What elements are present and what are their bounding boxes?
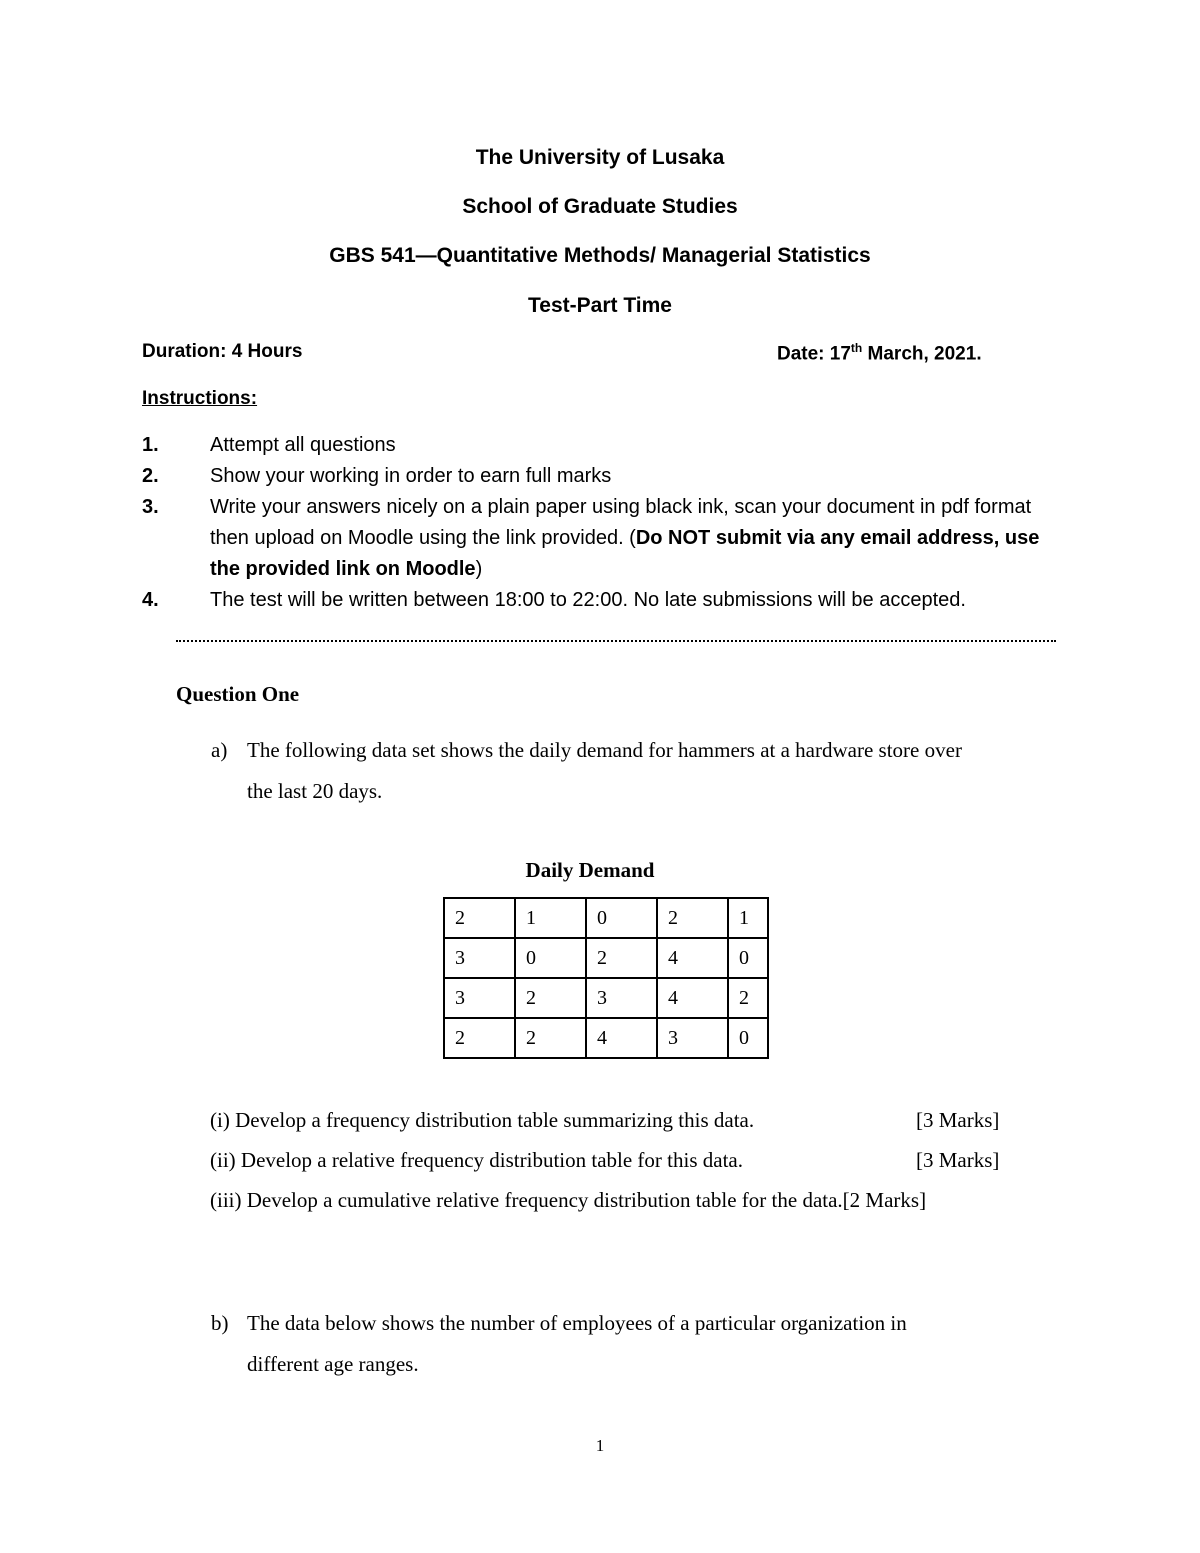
table-cell: 2 — [728, 978, 768, 1018]
instructions-list — [142, 430, 1072, 616]
instruction-item — [142, 461, 1072, 492]
subpart-iii: (iii) Develop a cumulative relative frequency distribution table for the data.[2 Marks] — [210, 1188, 927, 1212]
part-a-paragraph — [211, 730, 1107, 812]
date-prefix: Date: 17 — [777, 343, 851, 365]
part-a-line-1: The following data set shows the daily demand for hammers at a hardware store over — [247, 738, 962, 762]
instruction-text-group — [210, 492, 1072, 585]
table-row — [444, 1018, 768, 1058]
table-cell: 3 — [444, 938, 515, 978]
table-cell: 2 — [515, 978, 586, 1018]
part-b-label: b) — [211, 1311, 229, 1335]
university-name: The University of Lusaka — [475, 146, 725, 169]
subpart-i: (i) Develop a frequency distribution table summarizing this data. — [210, 1108, 755, 1132]
instructions-title: Instructions: — [142, 388, 258, 409]
subpart-i-marks: [3 Marks] — [916, 1108, 1000, 1132]
page-number: 1 — [595, 1436, 605, 1455]
part-a-line-2: the last 20 days. — [247, 779, 383, 803]
dotted-divider — [176, 640, 1056, 642]
table-cell: 2 — [515, 1018, 586, 1058]
table-cell: 0 — [728, 938, 768, 978]
instruction-text: The test will be written between 18:00 to 22:00. No late submissions will be accepted. — [210, 589, 966, 611]
table-cell: 3 — [586, 978, 657, 1018]
table-cell: 2 — [657, 898, 728, 938]
table-row — [444, 938, 768, 978]
school-name: School of Graduate Studies — [462, 195, 738, 218]
table-cell: 4 — [657, 978, 728, 1018]
instruction-number: 1. — [142, 434, 159, 456]
table-cell: 0 — [515, 938, 586, 978]
instruction-number: 2. — [142, 465, 159, 487]
daily-demand-title: Daily Demand — [525, 858, 655, 882]
instruction-item — [142, 585, 1072, 616]
question-one-title: Question One — [176, 682, 300, 706]
daily-demand-table — [443, 897, 769, 1059]
table-cell: 1 — [728, 898, 768, 938]
instruction-bold-text: Do NOT submit via any email address, use the provided link on Moodle — [210, 527, 1040, 580]
table-cell: 3 — [657, 1018, 728, 1058]
course-title: GBS 541—Quantitative Methods/ Managerial Statistics — [329, 244, 871, 267]
table-cell: 4 — [657, 938, 728, 978]
instruction-text: Show your working in order to earn full marks — [210, 465, 612, 487]
instruction-text: Write your answers nicely on a plain paper using black ink, scan your document in pdf format then upload on Moodle using the link provided. ( — [210, 496, 1032, 549]
table-cell: 1 — [515, 898, 586, 938]
table-cell: 2 — [586, 938, 657, 978]
subpart-ii-marks: [3 Marks] — [916, 1148, 1000, 1172]
instruction-tail: ) — [475, 558, 483, 580]
part-b-line-2: different age ranges. — [247, 1352, 419, 1376]
instruction-text: Attempt all questions — [210, 434, 396, 456]
table-row — [444, 898, 768, 938]
subpart-ii: (ii) Develop a relative frequency distribution table for this data. — [210, 1148, 743, 1172]
instruction-number: 3. — [142, 496, 159, 518]
duration: Duration: 4 Hours — [142, 341, 303, 362]
table-cell: 4 — [586, 1018, 657, 1058]
table-cell: 0 — [728, 1018, 768, 1058]
date-suffix: March, 2021. — [862, 343, 982, 365]
table-cell: 2 — [444, 1018, 515, 1058]
table-cell: 0 — [586, 898, 657, 938]
instruction-item — [142, 430, 1072, 461]
instruction-number: 4. — [142, 589, 159, 611]
part-b-line-1: The data below shows the number of employees of a particular organization in — [247, 1311, 907, 1335]
table-row — [444, 978, 768, 1018]
instruction-item — [142, 492, 1072, 585]
exam-date — [777, 341, 982, 365]
table-cell: 3 — [444, 978, 515, 1018]
date-superscript: th — [850, 341, 863, 355]
part-a-label: a) — [211, 738, 228, 762]
table-cell: 2 — [444, 898, 515, 938]
part-b-paragraph — [211, 1303, 1107, 1385]
test-title: Test-Part Time — [528, 294, 672, 317]
